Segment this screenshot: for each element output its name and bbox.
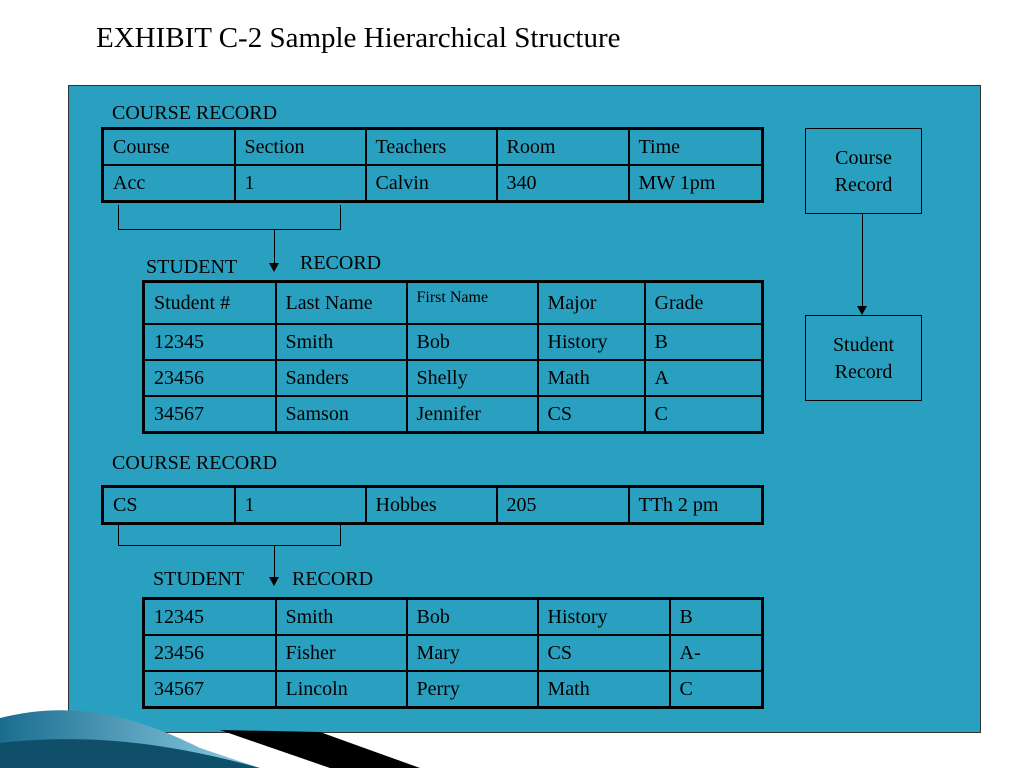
table-cell: Fisher <box>276 635 407 671</box>
table-cell: A- <box>670 635 763 671</box>
table-cell: 23456 <box>144 635 276 671</box>
table-cell: B <box>645 324 763 360</box>
header-cell: Major <box>538 282 645 325</box>
page-title: EXHIBIT C-2 Sample Hierarchical Structure <box>96 22 621 54</box>
record-label-1: RECORD <box>300 252 382 274</box>
table-cell: Acc <box>103 165 235 202</box>
table-cell: Calvin <box>366 165 497 202</box>
table-cell: MW 1pm <box>629 165 763 202</box>
table-cell: 205 <box>497 487 629 524</box>
header-cell: Course <box>103 129 235 166</box>
table-cell: A <box>645 360 763 396</box>
arrow-down-icon <box>269 577 279 586</box>
table-cell: CS <box>538 635 670 671</box>
header-cell: Teachers <box>366 129 497 166</box>
table-row <box>144 599 763 636</box>
header-cell: Time <box>629 129 763 166</box>
header-cell: Room <box>497 129 629 166</box>
course-record-table-1 <box>101 127 764 203</box>
table-cell: 1 <box>235 487 366 524</box>
arrow-down-icon <box>857 306 867 315</box>
table-cell: Smith <box>276 324 407 360</box>
table-cell: Hobbes <box>366 487 497 524</box>
table-cell: Math <box>538 671 670 708</box>
table-cell: Smith <box>276 599 407 636</box>
student-label-1: STUDENT <box>146 256 238 278</box>
header-cell: First Name <box>407 282 538 325</box>
table-cell: Lincoln <box>276 671 407 708</box>
table-header-row <box>103 129 763 166</box>
table-cell: Mary <box>407 635 538 671</box>
table-cell: Math <box>538 360 645 396</box>
course-record-box-line1: Course <box>835 147 892 169</box>
arrow-down-icon <box>269 263 279 272</box>
table-cell: Jennifer <box>407 396 538 433</box>
table-row <box>103 165 763 202</box>
table-cell: Shelly <box>407 360 538 396</box>
decorative-swoosh <box>0 648 420 768</box>
table-cell: CS <box>538 396 645 433</box>
connector-line-1 <box>274 230 275 263</box>
header-cell: Grade <box>645 282 763 325</box>
course-record-table-2 <box>101 485 764 525</box>
table-cell: 34567 <box>144 671 276 708</box>
table-cell: 12345 <box>144 324 276 360</box>
connector-bracket-1 <box>118 205 341 230</box>
table-cell: History <box>538 599 670 636</box>
record-label-2: RECORD <box>292 568 374 590</box>
table-cell: 23456 <box>144 360 276 396</box>
table-cell: Bob <box>407 324 538 360</box>
table-header-row <box>144 282 763 325</box>
student-record-box-line2: Record <box>834 361 893 383</box>
student-record-box <box>805 315 922 401</box>
table-cell: B <box>670 599 763 636</box>
table-cell: CS <box>103 487 235 524</box>
student-record-box-line1: Student <box>832 334 895 356</box>
table-row <box>144 396 763 433</box>
course-record-label-2: COURSE RECORD <box>112 452 278 474</box>
hierarchy-line <box>862 214 863 306</box>
table-cell: 12345 <box>144 599 276 636</box>
table-cell: Sanders <box>276 360 407 396</box>
table-cell: 1 <box>235 165 366 202</box>
course-record-box <box>805 128 922 214</box>
table-row <box>103 487 763 524</box>
table-cell: 340 <box>497 165 629 202</box>
connector-line-2 <box>274 546 275 577</box>
connector-bracket-2 <box>118 523 341 546</box>
student-record-table-1 <box>142 280 764 434</box>
course-record-box-line2: Record <box>834 174 893 196</box>
header-cell: Last Name <box>276 282 407 325</box>
table-cell: 34567 <box>144 396 276 433</box>
course-record-label-1: COURSE RECORD <box>112 102 278 124</box>
student-label-2: STUDENT <box>153 568 245 590</box>
table-cell: Perry <box>407 671 538 708</box>
table-cell: Samson <box>276 396 407 433</box>
table-cell: History <box>538 324 645 360</box>
header-cell: Student # <box>144 282 276 325</box>
table-cell: C <box>670 671 763 708</box>
header-cell: Section <box>235 129 366 166</box>
table-cell: C <box>645 396 763 433</box>
table-cell: Bob <box>407 599 538 636</box>
table-row <box>144 360 763 396</box>
table-cell: TTh 2 pm <box>629 487 763 524</box>
table-row <box>144 324 763 360</box>
